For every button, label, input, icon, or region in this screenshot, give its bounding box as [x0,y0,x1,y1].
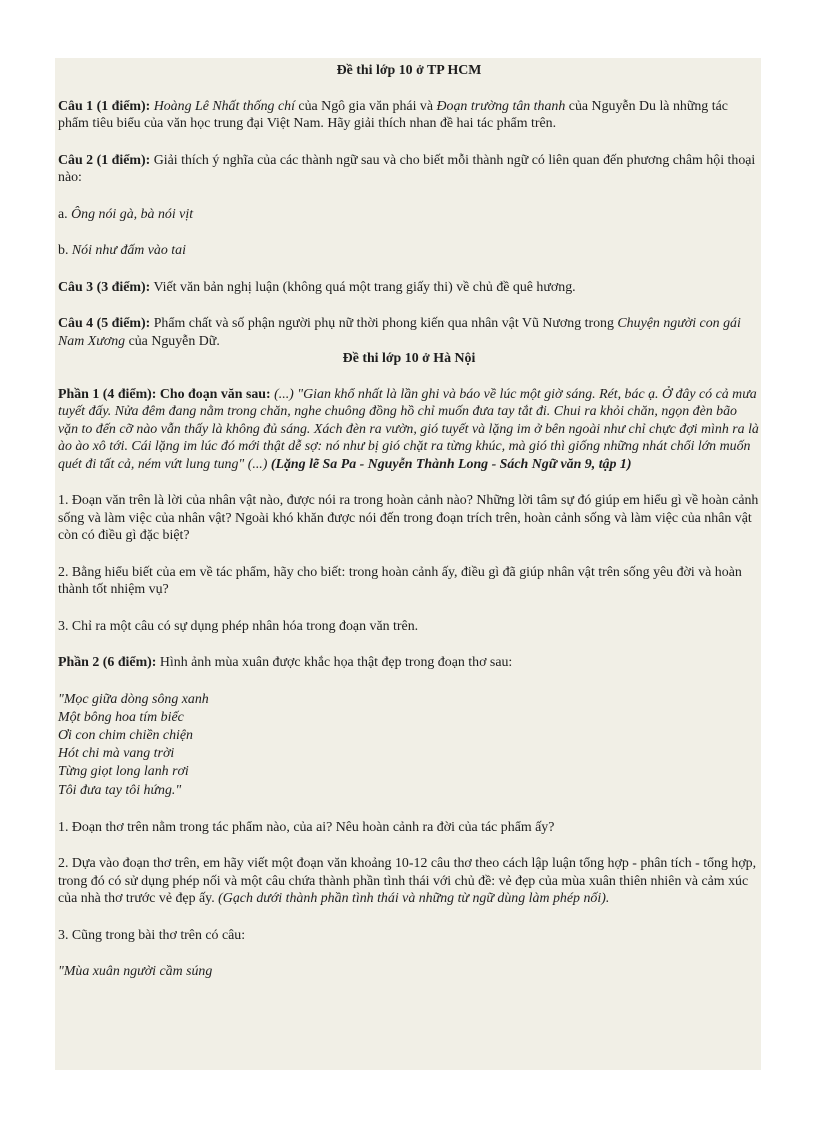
q2-text: Giải thích ý nghĩa của các thành ngữ sau và cho biết mỗi thành ngữ có liên quan đến phương châm hội thoại nào: [58,152,756,185]
part2-question-1: 1. Đoạn thơ trên nằm trong tác phẩm nào, của ai? Nêu hoàn cảnh ra đời của tác phẩm ấy? [58,819,555,835]
part2-question-2 [58,855,760,908]
q3-label: Câu 3 (3 điểm): [58,279,151,295]
poem-line: Ơi con chim chiền chiện [58,727,193,743]
part2-quote-start [58,963,760,981]
part2-lead: Hình ảnh mùa xuân được khắc họa thật đẹp trong đoạn thơ sau: [156,655,513,670]
hanoi-part-2 [58,654,760,672]
poem-line: Từng giọt long lanh rơi [58,764,189,780]
q4-text: Phẩm chất và số phận người phụ nữ thời phong kiến qua nhân vật Vũ Nương trong [150,316,618,331]
q2-b-prefix: b. [58,243,72,258]
q4-work: Chuyện người con gái Nam Xương [58,316,741,349]
hanoi-exam-title: Đề thi lớp 10 ở Hà Nội [342,351,476,366]
part1-question-2: 2. Bằng hiểu biết của em về tác phẩm, hãy cho biết: trong hoàn cảnh ấy, điều gì đã giúp nhân vật trên sống yêu đời và hoàn thành tốt nhiệm vụ? [58,564,742,597]
poem-line: Tôi đưa tay tôi hứng." [58,782,182,798]
q2-a-prefix: a. [58,206,72,222]
hcm-question-1 [58,98,760,133]
part2-question-3: 3. Cũng trong bài thơ trên có câu: [58,927,246,943]
part2-q2-note: (Gạch dưới thành phần tình thái và những từ ngữ dùng làm phép nối). [218,891,610,907]
part2-label: Phần 2 (6 điểm): [58,655,157,670]
part2-q2-text: 2. Dựa vào đoạn thơ trên, em hãy viết một đoạn văn khoảng 10-12 câu thơ theo cách lập luận tổng hợp - phân tích - tổng hợp, trong đó có sử dụng phép nối và một câu chứa thành phần tình thái với chủ đề: vẻ đẹp của mùa xuân thiên nhiên và cảm xúc của nhà thơ trước vẻ đẹp ấy. [58,856,757,907]
q1-work-2: Đoạn trường tân thanh [436,98,566,114]
q1-label: Câu 1 (1 điểm): [58,98,151,114]
part1-label: Phần 1 (4 điểm): [58,386,157,402]
hanoi-part-1 [58,386,760,474]
q2-item-a [58,206,760,224]
document-body [58,62,760,981]
q1-work-1: Hoàng Lê Nhất thống chí [153,98,295,114]
q2-a-idiom: Ông nói gà, bà nói vịt [71,206,194,222]
quote-line: "Mùa xuân người cầm súng [58,964,213,980]
poem-line: Một bông hoa tím biếc [58,709,184,725]
poem [58,691,760,800]
poem-line: "Mọc giữa dòng sông xanh [58,691,209,707]
part1-source: (Lặng lẽ Sa Pa - Nguyễn Thành Long - Sách Ngữ văn 9, tập 1) [267,456,632,472]
q2-item-b [58,242,760,260]
q3-text: Viết văn bản nghị luận (không quá một trang giấy thi) về chủ đề quê hương. [150,279,576,295]
part1-question-3: 3. Chỉ ra một câu có sự dụng phép nhân hóa trong đoạn văn trên. [58,618,419,634]
poem-line: Hót chi mà vang trời [58,746,175,762]
q2-label: Câu 2 (1 điểm): [58,152,151,168]
q4-text-2: của Nguyễn Dữ. [125,333,220,349]
q4-label: Câu 4 (5 điểm): [58,316,151,331]
hcm-question-2 [58,152,760,187]
q2-b-idiom: Nói như đấm vào tai [71,243,186,258]
q1-text-2: của Nguyễn Du là những tác phẩm tiêu biểu của văn học trung đại Việt Nam. Hãy giải thích nhan đề hai tác phẩm trên. [58,98,728,131]
part1-quote: (...) "Gian khổ nhất là lần ghi và báo về lúc một giờ sáng. Rét, bác ạ. Ở đây có cả mưa tuyết đấy. Nửa đêm đang nằm trong chăn, nghe chuông đồng hồ chỉ muốn đưa tay tắt đi. Chui ra khỏi chăn, ngọn đèn bão vặn to đến cỡ nào vẫn thấy là không đủ sáng. Xách đèn ra vườn, gió tuyết và lặng im ở bên ngoài như chỉ chực đợi mình ra là ào ào xô tới. Cái lặng im lúc đó mới thật dễ sợ: nó như bị gió chặt ra từng khúc, mà gió thì giống những nhát chổi lớn muốn quét đi tất cả, ném vứt lung tung" (...) [58,386,759,472]
q1-text-1: của Ngô gia văn phái và [294,98,437,114]
part1-lead: Cho đoạn văn sau: [156,386,271,402]
hcm-question-3 [58,279,760,297]
hcm-exam-title: Đề thi lớp 10 ở TP HCM [336,63,482,78]
part1-question-1: 1. Đoạn văn trên là lời của nhân vật nào, được nói ra trong hoàn cảnh nào? Những lời tâm sự đó giúp em hiểu gì về hoàn cảnh sống và làm việc của nhân vật? Ngoài khó khăn được nói đến trong đoạn trích trên, hoàn cảnh sống và làm việc của nhân vật còn có điều gì đặc biệt? [58,493,759,543]
hcm-question-4 [58,315,760,350]
